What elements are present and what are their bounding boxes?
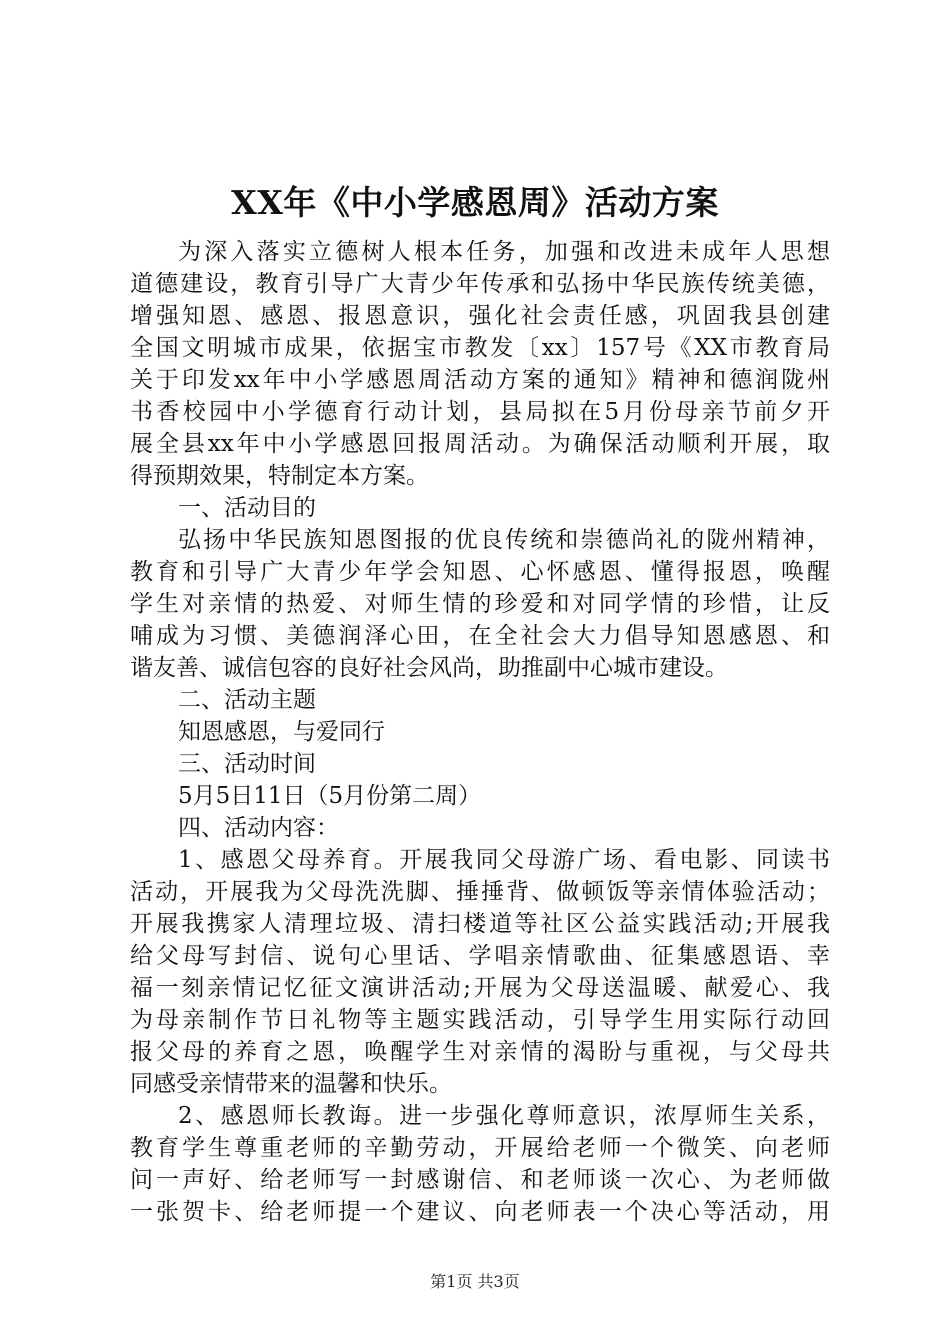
text-line: 教育和引导广大青少年学会知恩、心怀感恩、懂得报恩，唤醒 [130, 559, 830, 585]
text-line: 知恩感恩，与爱同行 [178, 719, 385, 745]
text-line: 道德建设，教育引导广大青少年传承和弘扬中华民族传统美德， [130, 271, 830, 297]
text-line: 为深入落实立德树人根本任务，加强和改进未成年人思想 [178, 239, 830, 265]
text-line: 三、活动时间 [178, 751, 316, 777]
document-body [130, 236, 830, 1228]
text-line: 关于印发xx年中小学感恩周活动方案的通知》精神和德润陇州 [130, 367, 830, 393]
text-line: 同感受亲情带来的温馨和快乐。 [130, 1071, 452, 1097]
text-line: 活动，开展我为父母洗洗脚、捶捶背、做顿饭等亲情体验活动； [130, 879, 830, 905]
text-line: 给父母写封信、说句心里话、学唱亲情歌曲、征集感恩语、幸 [130, 943, 830, 969]
text-line: 增强知恩、感恩、报恩意识，强化社会责任感，巩固我县创建 [130, 303, 830, 329]
text-line: 全国文明城市成果，依据宝市教发〔xx〕157号《XX市教育局 [130, 335, 830, 361]
text-line: 四、活动内容： [178, 815, 339, 841]
text-line: 开展我携家人清理垃圾、清扫楼道等社区公益实践活动;开展我 [130, 911, 830, 937]
document-title: XX年《中小学感恩周》活动方案 [231, 183, 719, 222]
text-line: 一、活动目的 [178, 495, 316, 521]
text-line: 学生对亲情的热爱、对师生情的珍爱和对同学情的珍惜，让反 [130, 591, 830, 617]
text-line: 1、感恩父母养育。开展我同父母游广场、看电影、同读书 [178, 847, 830, 873]
text-line: 2、感恩师长教诲。进一步强化尊师意识，浓厚师生关系， [178, 1103, 830, 1129]
text-line: 弘扬中华民族知恩图报的优良传统和崇德尚礼的陇州精神， [178, 527, 830, 553]
text-line: 福一刻亲情记忆征文演讲活动;开展为父母送温暖、献爱心、我 [130, 975, 830, 1001]
text-line: 二、活动主题 [178, 687, 316, 713]
text-line: 一张贺卡、给老师提一个建议、向老师表一个决心等活动，用 [130, 1199, 830, 1225]
text-line: 问一声好、给老师写一封感谢信、和老师谈一次心、为老师做 [130, 1167, 830, 1193]
text-line: 哺成为习惯、美德润泽心田，在全社会大力倡导知恩感恩、和 [130, 623, 830, 649]
text-line: 5月5日11日（5月份第二周） [178, 783, 482, 809]
text-line: 得预期效果，特制定本方案。 [130, 463, 429, 489]
text-line: 为母亲制作节日礼物等主题实践活动，引导学生用实际行动回 [130, 1007, 830, 1033]
text-line: 展全县xx年中小学感恩回报周活动。为确保活动顺利开展，取 [130, 431, 830, 457]
text-line: 谐友善、诚信包容的良好社会风尚，助推副中心城市建设。 [130, 655, 728, 681]
text-line: 报父母的养育之恩，唤醒学生对亲情的渴盼与重视，与父母共 [130, 1039, 830, 1065]
page-footer: 第1页 共3页 [430, 1272, 520, 1291]
text-line: 书香校园中小学德育行动计划，县局拟在5月份母亲节前夕开 [130, 399, 830, 425]
text-line: 教育学生尊重老师的辛勤劳动，开展给老师一个微笑、向老师 [130, 1135, 830, 1161]
